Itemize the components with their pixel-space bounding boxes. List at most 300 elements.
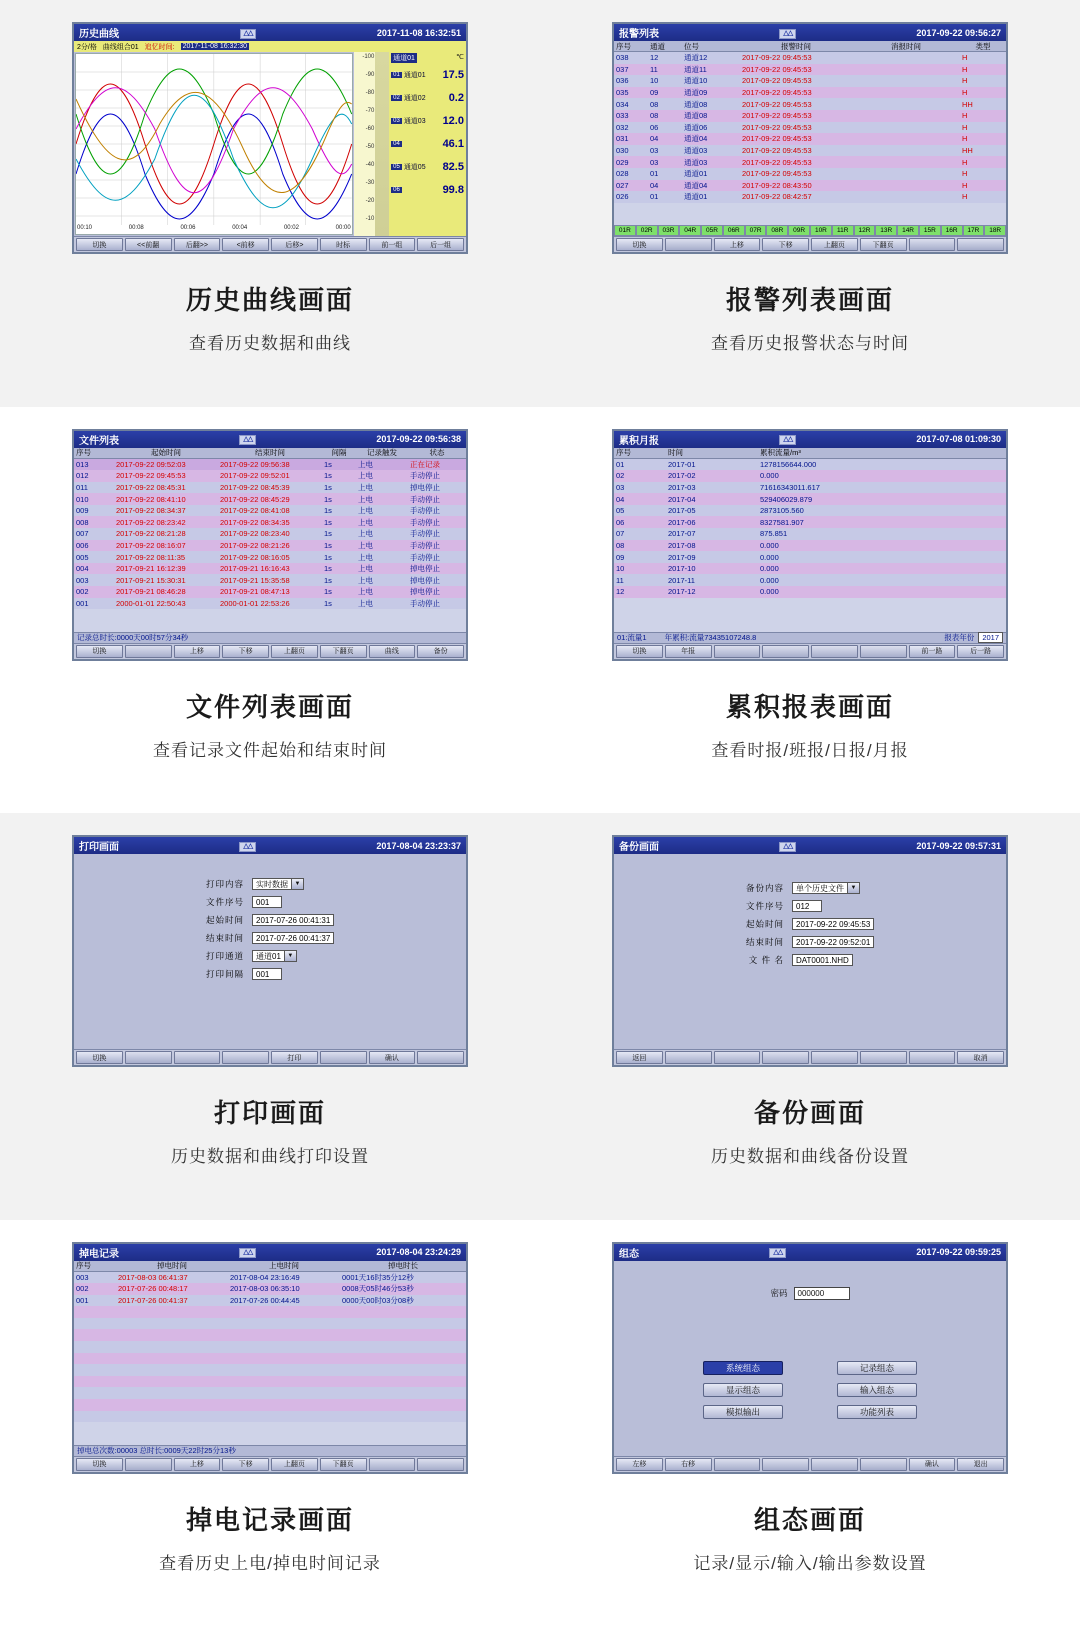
table-row[interactable] [74,1399,466,1411]
table-row[interactable] [614,98,1006,110]
screen-file-list[interactable] [72,429,468,661]
field-value[interactable]: 2017-07-26 00:41:37 [252,932,334,944]
col-header: 位号 [684,41,699,51]
panel-alarm-list [540,0,1080,407]
table-row[interactable] [74,1376,466,1388]
softkey[interactable] [714,645,761,658]
table-cell: 02 [616,471,625,481]
table-row[interactable] [614,586,1006,598]
form-row [614,918,1006,930]
table-row[interactable] [74,598,466,610]
softkey[interactable]: 备份 [417,645,464,658]
table-row[interactable] [74,1411,466,1423]
channel-tab[interactable]: 09R [788,225,810,236]
screen-history-curve[interactable] [72,22,468,254]
power-table[interactable] [74,1261,466,1456]
softkey[interactable] [125,645,172,658]
config-display-button[interactable]: 显示组态 [703,1383,783,1397]
table-cell: 11 [650,64,658,74]
channel-tab[interactable]: 15R [919,225,941,236]
table-row[interactable] [74,574,466,586]
table-row[interactable] [74,551,466,563]
config-analog-output-button[interactable]: 模拟输出 [703,1405,783,1419]
channel-tab-strip[interactable] [614,225,1006,236]
brand-logo: △△ [119,27,377,39]
softkey[interactable]: 切换 [76,238,123,251]
screen-power-off-record[interactable] [72,1242,468,1474]
table-row[interactable] [74,540,466,552]
softkey[interactable]: <前移 [222,238,269,251]
table-cell: H [962,76,968,86]
table-cell: 手动停止 [410,471,440,481]
config-record-button[interactable]: 记录组态 [837,1361,917,1375]
y-tick: -70 [365,108,375,114]
report-table[interactable] [614,448,1006,643]
field-label: 文件序号 [205,897,244,907]
table-row[interactable] [74,1353,466,1365]
table-row[interactable] [614,52,1006,64]
softkey[interactable] [957,238,1004,251]
softkey[interactable] [125,1051,172,1064]
panel-file-list [0,407,540,814]
softkey[interactable] [811,1458,858,1471]
softkey[interactable]: 下翻页 [860,238,907,251]
value-header-channel: 通道01 [393,55,415,62]
config-function-list-button[interactable]: 功能列表 [837,1405,917,1419]
softkey[interactable] [714,1458,761,1471]
curve-scale: 2分/格 [77,43,97,51]
table-row[interactable] [614,156,1006,168]
softkey[interactable] [811,1051,858,1064]
caption-title: 备份画面 [753,1098,866,1128]
softkey[interactable] [762,1458,809,1471]
softkey[interactable]: 曲线 [369,645,416,658]
field-value[interactable]: 通道01 [252,950,285,962]
softkey[interactable]: 后翻>> [174,238,221,251]
value-name: 通道03 [403,117,426,125]
table-cell: 2017-08-03 06:41:37 [118,1272,188,1282]
softkey[interactable] [909,238,956,251]
table-row[interactable] [614,191,1006,203]
table-cell: 2017-02 [668,471,696,481]
table-cell: H [962,180,968,190]
screen-configuration[interactable] [612,1242,1008,1474]
table-cell: 0.000 [760,587,779,597]
value-row[interactable] [391,86,464,109]
softkey[interactable] [320,1051,367,1064]
channel-tab[interactable]: 17R [963,225,985,236]
table-row[interactable] [74,1295,466,1307]
channel-tab[interactable]: 11R [832,225,854,236]
table-row[interactable] [614,482,1006,494]
table-cell: 2017-09-22 08:16:07 [116,540,186,550]
table-cell: H [962,64,968,74]
table-cell: 通道09 [684,88,708,98]
table-cell: H [962,88,968,98]
softkey[interactable] [909,1051,956,1064]
softkey[interactable]: 切换 [616,238,663,251]
table-cell: 手动停止 [410,529,440,539]
softkey[interactable]: 切换 [616,645,663,658]
table-cell: 033 [616,111,629,121]
table-cell: 2017-09-22 09:45:53 [742,134,812,144]
field-value[interactable]: DAT0001.NHD [792,954,853,966]
field-value[interactable]: 001 [252,968,282,980]
softkey[interactable]: 切换 [76,1051,123,1064]
softkey[interactable]: 退出 [957,1458,1004,1471]
softkey[interactable]: 切换 [76,645,123,658]
channel-tab[interactable]: 02R [636,225,658,236]
softkey[interactable]: 返回 [616,1051,663,1064]
field-label: 打印通道 [205,951,244,961]
table-row[interactable] [74,1364,466,1376]
field-value[interactable]: 2017-07-26 00:41:31 [252,914,334,926]
table-cell: 2017-09-22 08:21:26 [220,540,290,550]
value-row[interactable] [391,178,464,201]
table-cell: 1s [324,575,332,585]
field-label: 打印内容 [205,879,244,889]
screen-title: 掉电记录 [79,1248,119,1260]
table-row[interactable] [74,470,466,482]
table-row[interactable] [614,133,1006,145]
table-cell: 通道11 [684,64,707,74]
softkey[interactable]: 后移> [271,238,318,251]
table-cell: 2017-07 [668,529,696,539]
caption-sub: 记录/显示/输入/输出参数设置 [693,1553,927,1573]
softkey[interactable] [762,1051,809,1064]
softkey[interactable]: 年报 [665,645,712,658]
y-tick: -90 [365,72,375,78]
table-row[interactable] [614,563,1006,575]
channel-tab[interactable]: 08R [766,225,788,236]
softkey[interactable]: 前一路 [909,645,956,658]
config-system-button[interactable]: 系统组态 [703,1361,783,1375]
softkey[interactable] [811,645,858,658]
channel-tab[interactable]: 01R [614,225,636,236]
table-row[interactable] [614,87,1006,99]
table-cell: 1s [324,564,332,574]
table-cell: 004 [76,564,89,574]
chevron-down-icon[interactable]: ▼ [292,878,304,890]
table-cell: 2017-03 [668,482,696,492]
channel-tab[interactable]: 03R [658,225,680,236]
table-cell: 通道04 [684,180,708,190]
field-value[interactable]: 001 [252,896,282,908]
curve-plot[interactable] [75,53,353,235]
table-row[interactable] [614,75,1006,87]
table-row[interactable] [74,1329,466,1341]
softkey[interactable]: 下翻页 [320,645,367,658]
softkey[interactable]: 上翻页 [271,645,318,658]
softkey[interactable]: 上移 [174,1458,221,1471]
table-cell: 2017-05 [668,506,696,516]
curve-x-axis [76,225,352,234]
table-cell: 2017-04 [668,494,696,504]
screen-print[interactable] [72,835,468,1067]
table-row[interactable] [614,180,1006,192]
table-row[interactable] [74,563,466,575]
softkey[interactable]: 切换 [76,1458,123,1471]
config-form [614,1261,1006,1456]
table-cell: 2017-09-22 09:45:53 [116,471,186,481]
chevron-down-icon[interactable]: ▼ [848,882,860,894]
screen-cumulative-report[interactable] [612,429,1008,661]
field-value[interactable]: 2017-09-22 09:45:53 [792,918,874,930]
table-cell: 掉电停止 [410,575,440,585]
softkey[interactable]: 后一路 [957,645,1004,658]
table-cell: 001 [76,598,89,608]
channel-tab[interactable]: 12R [854,225,876,236]
x-tick: 00:00 [335,225,351,231]
field-value[interactable]: 单个历史文件 [792,882,848,894]
field-label: 结束时间 [745,937,784,947]
caption-title: 文件列表画面 [185,691,354,722]
value-no: 04 [393,140,400,147]
table-row[interactable] [614,168,1006,180]
table-cell: 01 [650,192,659,202]
softkey[interactable]: 上翻页 [271,1458,318,1471]
softkey[interactable]: 下翻页 [320,1458,367,1471]
table-cell: H [962,157,968,167]
button-bar [74,643,466,659]
softkey[interactable]: 上移 [714,238,761,251]
form-row [74,950,466,962]
softkey[interactable]: 前一组 [369,238,416,251]
screen-backup[interactable] [612,835,1008,1067]
softkey[interactable]: 后一组 [417,238,464,251]
form-row [614,900,1006,912]
status-right-label: 报表年份 [944,633,975,642]
softkey[interactable]: 下移 [762,238,809,251]
softkey[interactable] [714,1051,761,1064]
titlebar [614,24,1006,41]
brand-logo: △△ [119,1246,376,1258]
table-cell: 04 [616,494,625,504]
softkey[interactable]: 下移 [222,645,269,658]
print-form [74,854,466,1049]
form-row [74,878,466,890]
table-row[interactable] [74,459,466,471]
channel-tab[interactable]: 06R [723,225,745,236]
caption-sub: 历史数据和曲线打印设置 [171,1147,369,1166]
status-left: 01:流量1 [617,633,647,642]
table-cell: 2017-09-22 09:45:53 [742,64,812,74]
table-row[interactable] [74,516,466,528]
table-row[interactable] [614,110,1006,122]
table-row[interactable] [614,122,1006,134]
table-cell: 通道08 [684,99,708,109]
softkey[interactable]: 右移 [665,1458,712,1471]
caption-sub: 查看时报/班报/日报/月报 [711,740,909,760]
y-tick: -20 [365,198,375,204]
table-row[interactable] [74,1318,466,1330]
clock: 2017-09-22 09:57:31 [916,840,1001,851]
report-year-value[interactable]: 2017 [978,632,1003,643]
screen-title: 备份画面 [619,842,659,853]
softkey[interactable] [174,1051,221,1064]
softkey[interactable]: 确认 [909,1458,956,1471]
field-value[interactable]: 012 [792,900,822,912]
channel-tab[interactable]: 16R [941,225,963,236]
table-row[interactable] [74,1341,466,1353]
channel-tab[interactable]: 14R [897,225,919,236]
table-cell: 0.000 [760,575,779,585]
softkey[interactable]: <<前翻 [125,238,172,251]
table-row[interactable] [614,459,1006,471]
table-cell: 007 [76,529,89,539]
col-header: 累积流量/m³ [760,448,801,457]
table-cell: 2017-09-22 09:45:53 [742,169,812,179]
softkey[interactable] [665,238,712,251]
table-row[interactable] [614,540,1006,552]
panel-cumulative-report [540,407,1080,814]
clock: 2017-07-08 01:09:30 [916,434,1001,444]
value-number: 17.5 [442,68,464,81]
button-bar [614,236,1006,252]
table-row[interactable] [614,493,1006,505]
screen-alarm-list[interactable] [612,22,1008,254]
softkey[interactable]: 打印 [271,1051,318,1064]
col-header: 记录触发 [367,448,397,457]
table-row[interactable] [614,145,1006,157]
table-cell: 上电 [358,587,373,597]
table-cell: 2017-08-04 23:16:49 [230,1272,300,1282]
value-row[interactable] [391,63,464,86]
recall-value[interactable]: 2017-11-08 16:32:30 [182,43,248,50]
softkey[interactable]: 上翻页 [811,238,858,251]
table-cell: 0001天16时35分12秒 [342,1272,414,1282]
softkey[interactable]: 下移 [222,1458,269,1471]
table-cell: 2017-09-22 09:45:53 [742,111,812,121]
table-cell: 2873105.560 [760,506,804,516]
softkey[interactable] [125,1458,172,1471]
table-row[interactable] [614,528,1006,540]
caption-sub: 历史数据和曲线备份设置 [711,1147,909,1166]
table-row[interactable] [74,1283,466,1295]
softkey[interactable]: 上移 [174,645,221,658]
table-row[interactable] [74,1387,466,1399]
channel-tab[interactable]: 18R [984,225,1006,236]
channel-tab[interactable]: 04R [679,225,701,236]
value-name: 通道01 [403,71,426,79]
table-cell: 0.000 [760,564,779,574]
clock: 2017-09-22 09:56:38 [376,434,461,444]
table-cell: 0.000 [760,540,779,550]
table-cell: 032 [616,122,629,132]
softkey[interactable] [860,645,907,658]
table-row[interactable] [614,470,1006,482]
table-cell: 01 [650,169,659,179]
table-row[interactable] [74,528,466,540]
table-cell: 2017-07-26 00:48:17 [118,1284,188,1294]
table-row[interactable] [74,505,466,517]
table-cell: 1s [324,506,332,516]
table-cell: 手动停止 [410,506,440,516]
softkey[interactable] [860,1458,907,1471]
chevron-down-icon[interactable]: ▼ [285,950,297,962]
table-cell: 1s [324,482,332,492]
channel-tab[interactable]: 05R [701,225,723,236]
channel-color-bar [375,52,389,236]
alarm-table[interactable] [614,41,1006,236]
softkey[interactable] [222,1051,269,1064]
field-value[interactable]: 实时数据 [252,878,292,890]
table-row[interactable] [614,516,1006,528]
table-row[interactable] [74,482,466,494]
field-value[interactable]: 2017-09-22 09:52:01 [792,936,874,948]
x-tick: 00:08 [128,225,144,231]
table-cell: HH [962,99,973,109]
table-row[interactable] [614,574,1006,586]
softkey[interactable] [762,645,809,658]
config-menu [614,1361,1006,1419]
caption-title: 组态画面 [753,1504,866,1535]
softkey[interactable]: 取消 [957,1051,1004,1064]
table-cell: 2017-09-22 09:52:01 [220,471,290,481]
table-row[interactable] [74,1306,466,1318]
table-row[interactable] [74,493,466,505]
y-tick: -50 [365,144,375,150]
table-cell: 1s [324,587,332,597]
table-row[interactable] [74,1272,466,1284]
panel-print [0,813,540,1220]
value-no: 01 [393,71,400,78]
table-cell: 06 [616,517,625,527]
softkey[interactable] [369,1458,416,1471]
softkey[interactable]: 确认 [369,1051,416,1064]
table-row[interactable] [74,586,466,598]
screen-title: 文件列表 [79,435,119,447]
table-cell: 03 [650,146,659,156]
curve-group[interactable]: 曲线组合01 [102,43,139,51]
backup-form [614,854,1006,1049]
config-input-button[interactable]: 输入组态 [837,1383,917,1397]
titlebar [614,431,1006,448]
softkey[interactable] [417,1458,464,1471]
value-row[interactable] [391,155,464,178]
password-input[interactable]: 000000 [794,1287,850,1300]
table-cell: 上电 [358,506,373,516]
table-cell: 10 [650,76,659,86]
softkey[interactable] [860,1051,907,1064]
backup-field-list [614,854,1006,966]
file-table[interactable] [74,448,466,643]
table-cell: 2017-09-21 08:46:28 [116,587,186,597]
table-cell: 012 [76,471,89,481]
channel-tab[interactable]: 10R [810,225,832,236]
softkey[interactable] [417,1051,464,1064]
value-name: 通道05 [403,163,426,171]
table-row[interactable] [614,505,1006,517]
channel-tab[interactable]: 07R [745,225,767,236]
table-cell: 029 [616,157,629,167]
curve-body [74,52,466,236]
x-tick: 00:10 [77,225,93,231]
softkey[interactable] [665,1051,712,1064]
col-header: 序号 [76,1261,91,1270]
channel-tab[interactable]: 13R [875,225,897,236]
value-row[interactable] [391,132,464,155]
softkey[interactable]: 时标 [320,238,367,251]
table-cell: 掉电停止 [410,564,440,574]
value-row[interactable] [391,109,464,132]
softkey[interactable]: 左移 [616,1458,663,1471]
table-row[interactable] [614,551,1006,563]
table-cell: 上电 [358,471,373,481]
screen-title: 报警列表 [619,29,659,40]
table-cell: 手动停止 [410,598,440,608]
table-row[interactable] [614,64,1006,76]
